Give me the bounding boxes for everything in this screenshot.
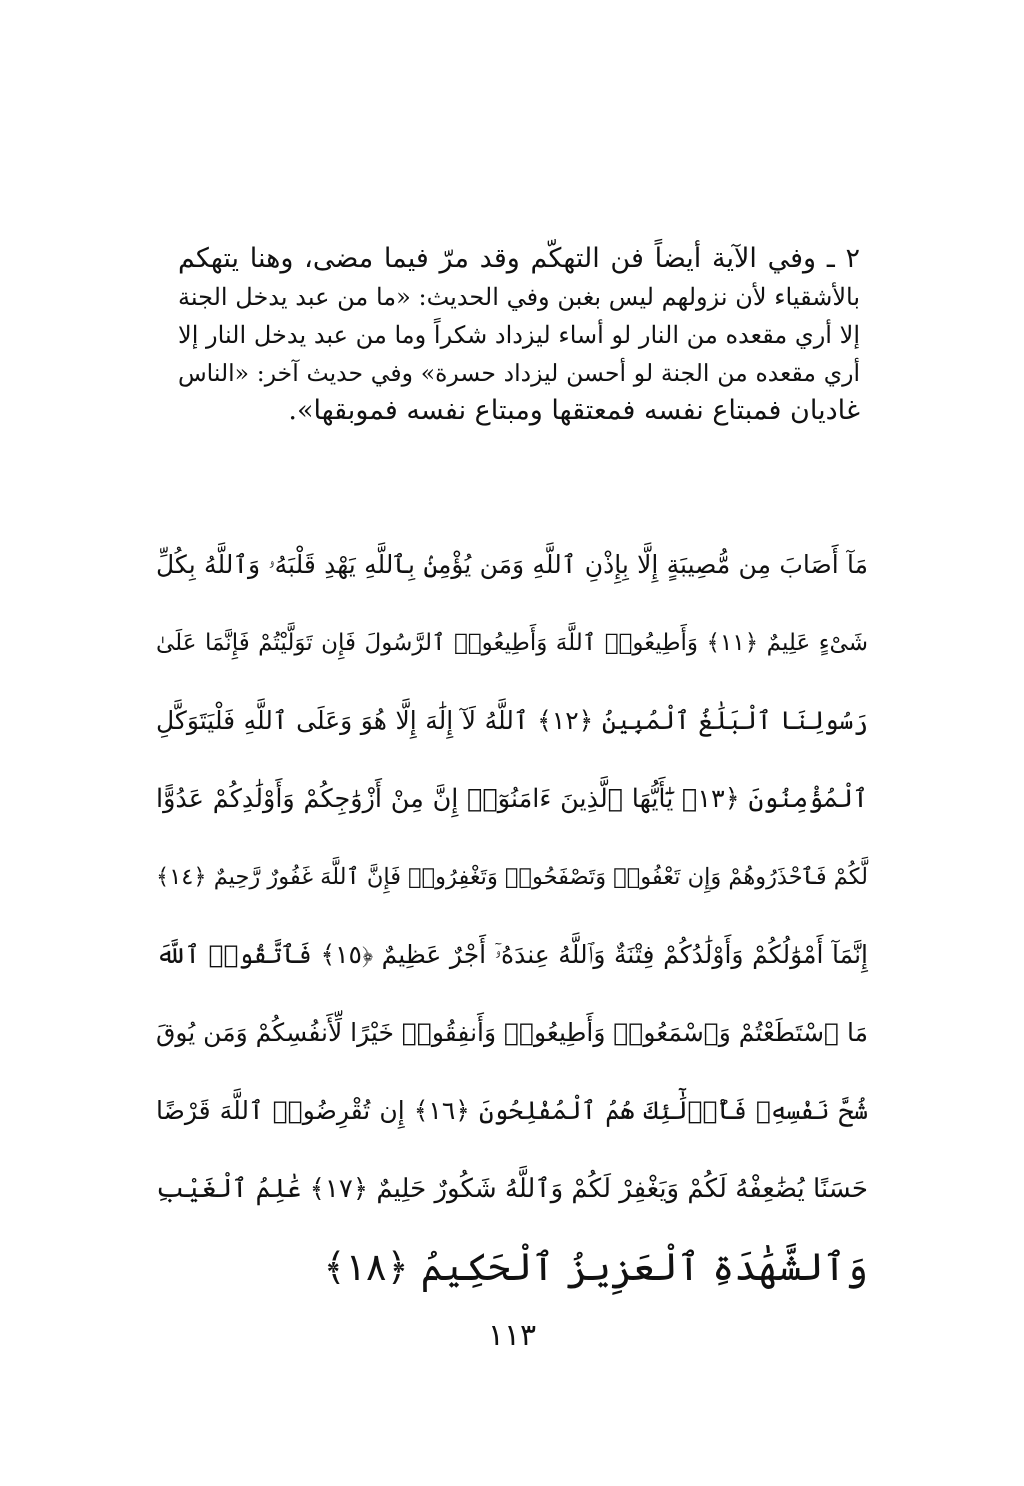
quran-line: إِنَّمَآ أَمْوَٰلُكُمْ وَأَوْلَٰدُكُمْ فِتْنَةٌ وَٱللَّهُ عِندَهُۥٓ أَجْرٌ عَظِيمٌ ﴿١٥﴾ فَٱتَّقُوا۟ ٱللَّهَ xyxy=(156,940,869,969)
quran-line: رَسُولِنَا ٱلْبَلَٰغُ ٱلْمُبِينُ ﴿١٢﴾ ٱللَّهُ لَآ إِلَٰهَ إِلَّا هُوَ وَعَلَى ٱللَّهِ فَلْيَتَوَكَّلِ xyxy=(156,706,868,735)
quran-line: حَسَنًا يُضَٰعِفْهُ لَكُمْ وَيَغْفِرْ لَكُمْ وَٱللَّهُ شَكُورٌ حَلِيمٌ ﴿١٧﴾ عَٰلِمُ ٱلْغَيْبِ xyxy=(156,1174,868,1204)
quran-line: شَىْءٍ عَلِيمٌ ﴿١١﴾ وَأَطِيعُوا۟ ٱللَّهَ وَأَطِيعُوا۟ ٱلرَّسُولَ فَإِن تَوَلَّيْتُمْ فَإِنَّمَا عَلَىٰ xyxy=(156,630,868,656)
commentary-line: بالأشقياء لأن نزولهم ليس بغبن وفي الحديث: «ما من عبد يدخل الجنة xyxy=(178,283,860,311)
commentary-line: إلا أري مقعده من النار لو أساء ليزداد شكراً وما من عبد يدخل النار إلا xyxy=(178,321,860,349)
quran-line: مَا ٱسْتَطَعْتُمْ وَٱسْمَعُوا۟ وَأَطِيعُوا۟ وَأَنفِقُوا۟ خَيْرًا لِّأَنفُسِكُمْ وَمَن يُوقَ xyxy=(155,1018,868,1047)
quran-line: ٱلْمُؤْمِنُونَ ﴿١٣﴾ يَٰٓأَيُّهَا ٱلَّذِينَ ءَامَنُوٓا۟ إِنَّ مِنْ أَزْوَٰجِكُمْ وَأَوْلَٰدِكُمْ عَدُوًّا xyxy=(156,784,868,814)
quran-line: مَآ أَصَابَ مِن مُّصِيبَةٍ إِلَّا بِإِذْنِ ٱللَّهِ وَمَن يُؤْمِنۢ بِٱللَّهِ يَهْدِ قَلْبَهُۥ وَٱللَّهُ بِكُلِّ xyxy=(156,550,868,579)
commentary-line: ٢ ـ وفي الآية أيضاً فن التهكّم وقد مرّ فيما مضى، وهنا يتهكم xyxy=(178,243,860,274)
quran-line: شُحَّ نَفْسِهِۦ فَأُو۟لَٰٓئِكَ هُمُ ٱلْمُفْلِحُونَ ﴿١٦﴾ إِن تُقْرِضُوا۟ ٱللَّهَ قَرْضًا xyxy=(156,1096,868,1125)
quran-line: وَٱلشَّهَٰدَةِ ٱلْعَزِيزُ ٱلْحَكِيمُ ﴿١٨﴾ xyxy=(323,1245,868,1289)
commentary-line: أري مقعده من الجنة لو أحسن ليزداد حسرة» وفي حديث آخر: «الناس xyxy=(178,359,860,387)
quran-verses xyxy=(156,526,868,1306)
quran-line: لَّكُمْ فَٱحْذَرُوهُمْ وَإِن تَعْفُوا۟ وَتَصْفَحُوا۟ وَتَغْفِرُوا۟ فَإِنَّ ٱللَّهَ غَفُورٌ رَّحِيمٌ ﴿١٤﴾ xyxy=(156,864,868,890)
commentary-paragraph xyxy=(178,240,860,430)
page-number: ١١٣ xyxy=(487,1318,537,1353)
commentary-line: غاديان فمبتاع نفسه فمعتقها ومبتاع نفسه فموبقها». xyxy=(288,395,860,426)
